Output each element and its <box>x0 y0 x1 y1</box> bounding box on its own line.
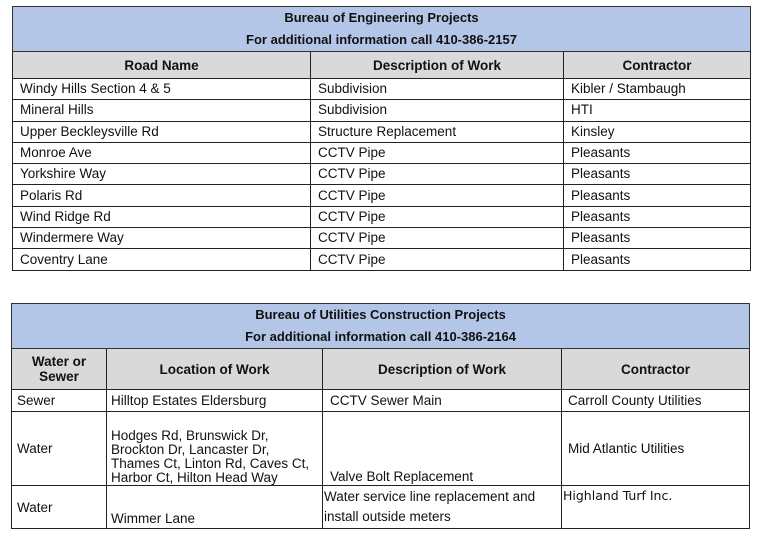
contractor-cell: Pleasants <box>564 164 751 185</box>
description-cell: CCTV Pipe <box>311 206 564 227</box>
road-name-cell: Upper Beckleysville Rd <box>13 121 311 142</box>
table-row <box>13 121 751 142</box>
road-name-cell: Monroe Ave <box>13 142 311 163</box>
utilities-title: Bureau of Utilities Construction Projects <box>255 307 506 322</box>
engineering-projects-table <box>12 6 751 271</box>
road-name-cell: Polaris Rd <box>13 185 311 206</box>
table-row <box>13 228 751 249</box>
location-cell: Hodges Rd, Brunswick Dr, Brockton Dr, Lancaster Dr, Thames Ct, Linton Rd, Caves Ct, Harbor Ct, Hilton Head Way <box>107 412 323 486</box>
contractor-cell: Kinsley <box>564 121 751 142</box>
table-row <box>13 185 751 206</box>
table-row <box>13 142 751 163</box>
description-cell: Valve Bolt Replacement <box>323 412 562 486</box>
description-cell: CCTV Pipe <box>311 249 564 270</box>
contractor-cell: HTI <box>564 100 751 121</box>
contractor-cell: Carroll County Utilities <box>562 390 750 412</box>
column-header: Location of Work <box>107 349 323 390</box>
utilities-table-title <box>12 304 750 349</box>
road-name-cell: Yorkshire Way <box>13 164 311 185</box>
table-row <box>12 486 750 529</box>
column-header: Water or Sewer <box>12 349 107 390</box>
column-header: Contractor <box>564 52 751 79</box>
description-cell: CCTV Pipe <box>311 228 564 249</box>
description-cell: Structure Replacement <box>311 121 564 142</box>
table-row <box>13 164 751 185</box>
description-cell: CCTV Pipe <box>311 185 564 206</box>
table-row <box>12 412 750 486</box>
table-row <box>13 79 751 100</box>
water-or-sewer-cell: Water <box>12 412 107 486</box>
utilities-projects-table <box>11 303 750 529</box>
location-cell: Hilltop Estates Eldersburg <box>107 390 323 412</box>
contractor-cell: Highland Turf Inc. <box>562 486 750 529</box>
contractor-cell: Pleasants <box>564 185 751 206</box>
column-header: Description of Work <box>323 349 562 390</box>
utilities-subtitle: For additional information call 410-386-2164 <box>245 329 516 344</box>
contractor-cell: Mid Atlantic Utilities <box>562 412 750 486</box>
description-cell: CCTV Pipe <box>311 164 564 185</box>
description-cell: Subdivision <box>311 79 564 100</box>
road-name-cell: Coventry Lane <box>13 249 311 270</box>
table-row <box>12 390 750 412</box>
road-name-cell: Windermere Way <box>13 228 311 249</box>
column-header: Road Name <box>13 52 311 79</box>
column-header: Contractor <box>562 349 750 390</box>
contractor-cell: Pleasants <box>564 142 751 163</box>
engineering-title: Bureau of Engineering Projects <box>284 10 479 25</box>
description-cell: CCTV Pipe <box>311 142 564 163</box>
contractor-cell: Pleasants <box>564 228 751 249</box>
road-name-cell: Mineral Hills <box>13 100 311 121</box>
description-cell: CCTV Sewer Main <box>323 390 562 412</box>
column-header: Description of Work <box>311 52 564 79</box>
contractor-cell: Pleasants <box>564 249 751 270</box>
table-row <box>13 100 751 121</box>
road-name-cell: Windy Hills Section 4 & 5 <box>13 79 311 100</box>
contractor-cell: Pleasants <box>564 206 751 227</box>
table-row <box>13 206 751 227</box>
description-cell: Subdivision <box>311 100 564 121</box>
location-cell: Wimmer Lane <box>107 486 323 529</box>
contractor-cell: Kibler / Stambaugh <box>564 79 751 100</box>
description-cell: Water service line replacement and install outside meters <box>323 486 562 529</box>
engineering-table-title <box>13 7 751 52</box>
water-or-sewer-cell: Sewer <box>12 390 107 412</box>
engineering-subtitle: For additional information call 410-386-2157 <box>246 32 517 47</box>
road-name-cell: Wind Ridge Rd <box>13 206 311 227</box>
water-or-sewer-cell: Water <box>12 486 107 529</box>
table-row <box>13 249 751 270</box>
